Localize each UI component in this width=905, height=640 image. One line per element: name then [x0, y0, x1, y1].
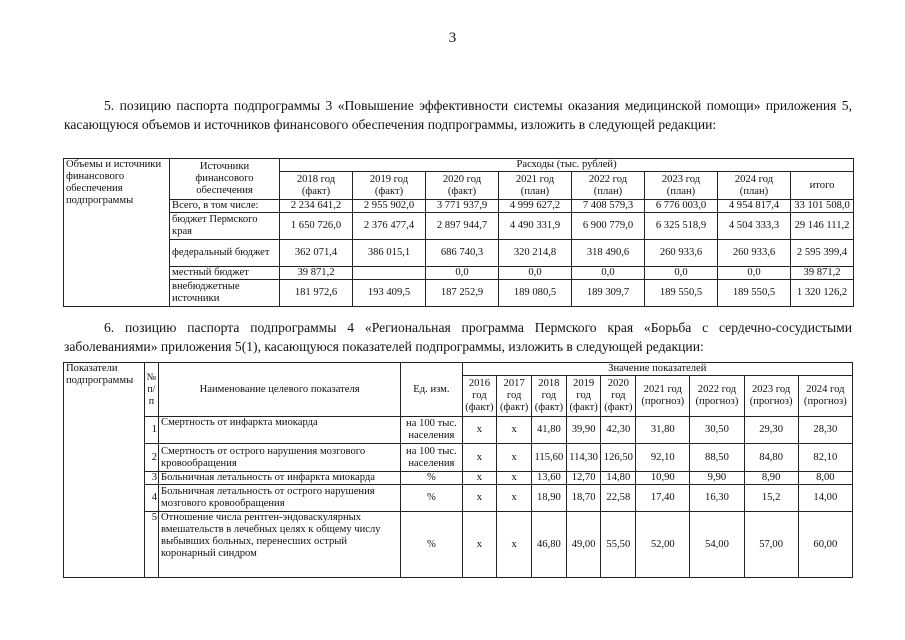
- cell-value: 14,80: [601, 472, 636, 485]
- cell-value: 260 933,6: [645, 240, 718, 267]
- cell-value: 12,70: [566, 472, 601, 485]
- cell-value: 114,30: [566, 444, 601, 472]
- table1-year: 2021 год (план): [499, 172, 572, 200]
- table1-year: 2024 год (план): [718, 172, 791, 200]
- cell-value: х: [497, 512, 532, 578]
- cell-value: 6 776 003,0: [645, 200, 718, 213]
- cell-value: 54,00: [690, 512, 744, 578]
- indicator-unit: %: [401, 485, 462, 512]
- row-label: Всего, в том числе:: [170, 200, 280, 213]
- indicator-name: Больничная летальность от инфаркта миокарда: [159, 472, 401, 485]
- cell-value: 52,00: [636, 512, 690, 578]
- cell-value: 39 871,2: [791, 267, 854, 280]
- cell-value: 4 954 817,4: [718, 200, 791, 213]
- cell-value: х: [497, 417, 532, 444]
- cell-value: 260 933,6: [718, 240, 791, 267]
- cell-value: 14,00: [798, 485, 852, 512]
- cell-value: 92,10: [636, 444, 690, 472]
- table-row: [64, 280, 854, 307]
- table-row: [64, 213, 854, 240]
- cell-value: 60,00: [798, 512, 852, 578]
- cell-value: 18,70: [566, 485, 601, 512]
- row-label: местный бюджет: [170, 267, 280, 280]
- table-row: [64, 200, 854, 213]
- table2-year: 2024 год (прогноз): [798, 376, 852, 417]
- row-number: 3: [144, 472, 158, 485]
- cell-value: 320 214,8: [499, 240, 572, 267]
- cell-value: 189 309,7: [572, 280, 645, 307]
- cell-value: 6 900 779,0: [572, 213, 645, 240]
- cell-value: 0,0: [499, 267, 572, 280]
- table2-year: 2022 год (прогноз): [690, 376, 744, 417]
- cell-value: 2 595 399,4: [791, 240, 854, 267]
- cell-value: 15,2: [744, 485, 798, 512]
- cell-value: 6 325 518,9: [645, 213, 718, 240]
- table2-year: 2019 год (факт): [566, 376, 601, 417]
- cell-value: 189 080,5: [499, 280, 572, 307]
- row-label: бюджет Пермского края: [170, 213, 280, 240]
- table-row: [64, 512, 853, 578]
- cell-value: 28,30: [798, 417, 852, 444]
- cell-value: 189 550,5: [718, 280, 791, 307]
- cell-value: 2 897 944,7: [426, 213, 499, 240]
- cell-value: 1 650 726,0: [280, 213, 353, 240]
- financing-table: [63, 158, 854, 307]
- table2-name-header: Наименование целевого показателя: [159, 363, 401, 417]
- indicator-unit: на 100 тыс. населения: [401, 417, 462, 444]
- table1-year: 2023 год (план): [645, 172, 718, 200]
- cell-value: 686 740,3: [426, 240, 499, 267]
- table1-year: 2018 год (факт): [280, 172, 353, 200]
- paragraph-5-text: 5. позицию паспорта подпрограммы 3 «Повышение эффективности системы оказания медицинской помощи» приложения 5, касающуюся объемов и источников финансового обеспечения подпрограммы, изложить в следующей редакции:: [64, 98, 852, 132]
- cell-value: 4 490 331,9: [499, 213, 572, 240]
- table2-year: 2020 год (факт): [601, 376, 636, 417]
- cell-value: 126,50: [601, 444, 636, 472]
- cell-value: 30,50: [690, 417, 744, 444]
- cell-value: 8,90: [744, 472, 798, 485]
- cell-value: 0,0: [718, 267, 791, 280]
- row-number: 1: [144, 417, 158, 444]
- row-label: внебюджетные источники: [170, 280, 280, 307]
- cell-value: х: [462, 417, 497, 444]
- row-number: 5: [144, 512, 158, 578]
- cell-value: [353, 267, 426, 280]
- cell-value: 18,90: [532, 485, 567, 512]
- table-row: [64, 417, 853, 444]
- table1-year: 2019 год (факт): [353, 172, 426, 200]
- cell-value: 2 234 641,2: [280, 200, 353, 213]
- cell-value: 4 999 627,2: [499, 200, 572, 213]
- table2-no-header: № п/п: [144, 363, 158, 417]
- table-row: [64, 267, 854, 280]
- cell-value: 3 771 937,9: [426, 200, 499, 213]
- indicator-unit: на 100 тыс. населения: [401, 444, 462, 472]
- cell-value: 115,60: [532, 444, 567, 472]
- table1-year: 2022 год (план): [572, 172, 645, 200]
- cell-value: 0,0: [572, 267, 645, 280]
- table-row: [64, 472, 853, 485]
- cell-value: 88,50: [690, 444, 744, 472]
- table-row: [64, 444, 853, 472]
- cell-value: 4 504 333,3: [718, 213, 791, 240]
- cell-value: 189 550,5: [645, 280, 718, 307]
- indicator-unit: %: [401, 512, 462, 578]
- cell-value: х: [462, 512, 497, 578]
- cell-value: 57,00: [744, 512, 798, 578]
- cell-value: 33 101 508,0: [791, 200, 854, 213]
- cell-value: 17,40: [636, 485, 690, 512]
- cell-value: 41,80: [532, 417, 567, 444]
- table2-unit-header: Ед. изм.: [401, 363, 462, 417]
- cell-value: 187 252,9: [426, 280, 499, 307]
- cell-value: 318 490,6: [572, 240, 645, 267]
- cell-value: 16,30: [690, 485, 744, 512]
- table2-col1-header: Показатели подпрограммы: [64, 363, 145, 578]
- cell-value: 46,80: [532, 512, 567, 578]
- cell-value: 7 408 579,3: [572, 200, 645, 213]
- indicator-name: Больничная летальность от острого нарушения мозгового кровообращения: [159, 485, 401, 512]
- cell-value: 10,90: [636, 472, 690, 485]
- cell-value: х: [497, 444, 532, 472]
- cell-value: 39 871,2: [280, 267, 353, 280]
- cell-value: 13,60: [532, 472, 567, 485]
- cell-value: х: [497, 485, 532, 512]
- table1-col2-header: Источники финансового обеспечения: [170, 159, 280, 200]
- indicator-name: Отношение числа рентген-эндоваскулярных вмешательств в лечебных целях к общему числу выбывших больных, перенесших острый коронарный синдром: [159, 512, 401, 578]
- paragraph-6: [64, 318, 852, 356]
- table-row: [64, 240, 854, 267]
- indicators-table: [63, 362, 853, 578]
- cell-value: 42,30: [601, 417, 636, 444]
- cell-value: 181 972,6: [280, 280, 353, 307]
- cell-value: 0,0: [426, 267, 499, 280]
- table2-values-header: Значение показателей: [462, 363, 852, 376]
- cell-value: 2 376 477,4: [353, 213, 426, 240]
- cell-value: 362 071,4: [280, 240, 353, 267]
- cell-value: 193 409,5: [353, 280, 426, 307]
- table1-col1-header: Объемы и источники финансового обеспечения подпрограммы: [64, 159, 170, 307]
- cell-value: х: [497, 472, 532, 485]
- cell-value: 82,10: [798, 444, 852, 472]
- cell-value: 55,50: [601, 512, 636, 578]
- cell-value: 2 955 902,0: [353, 200, 426, 213]
- indicator-name: Смертность от инфаркта миокарда: [159, 417, 401, 444]
- table2-year: 2021 год (прогноз): [636, 376, 690, 417]
- table2-year: 2018 год (факт): [532, 376, 567, 417]
- cell-value: х: [462, 444, 497, 472]
- table2-year: 2023 год (прогноз): [744, 376, 798, 417]
- row-number: 2: [144, 444, 158, 472]
- cell-value: 22,58: [601, 485, 636, 512]
- cell-value: 29,30: [744, 417, 798, 444]
- row-label: федеральный бюджет: [170, 240, 280, 267]
- cell-value: 39,90: [566, 417, 601, 444]
- paragraph-5: [64, 96, 852, 134]
- table1-total-header: итого: [791, 172, 854, 200]
- table-row: [64, 485, 853, 512]
- paragraph-6-text: 6. позицию паспорта подпрограммы 4 «Региональная программа Пермского края «Борьба с сердечно-сосудистыми заболеваниями» приложения 5(1), касающуюся показателей подпрограммы, изложить в следующей редакции:: [64, 320, 852, 354]
- table2-year: 2017 год (факт): [497, 376, 532, 417]
- cell-value: 84,80: [744, 444, 798, 472]
- cell-value: 31,80: [636, 417, 690, 444]
- cell-value: 1 320 126,2: [791, 280, 854, 307]
- table1-expenses-header: Расходы (тыс. рублей): [280, 159, 854, 172]
- cell-value: 29 146 111,2: [791, 213, 854, 240]
- table2-year: 2016 год (факт): [462, 376, 497, 417]
- row-number: 4: [144, 485, 158, 512]
- cell-value: 9,90: [690, 472, 744, 485]
- cell-value: х: [462, 472, 497, 485]
- page-number: 3: [448, 30, 457, 46]
- cell-value: 0,0: [645, 267, 718, 280]
- cell-value: 8,00: [798, 472, 852, 485]
- table1-year: 2020 год (факт): [426, 172, 499, 200]
- cell-value: 49,00: [566, 512, 601, 578]
- indicator-name: Смертность от острого нарушения мозгового кровообращения: [159, 444, 401, 472]
- indicator-unit: %: [401, 472, 462, 485]
- cell-value: х: [462, 485, 497, 512]
- cell-value: 386 015,1: [353, 240, 426, 267]
